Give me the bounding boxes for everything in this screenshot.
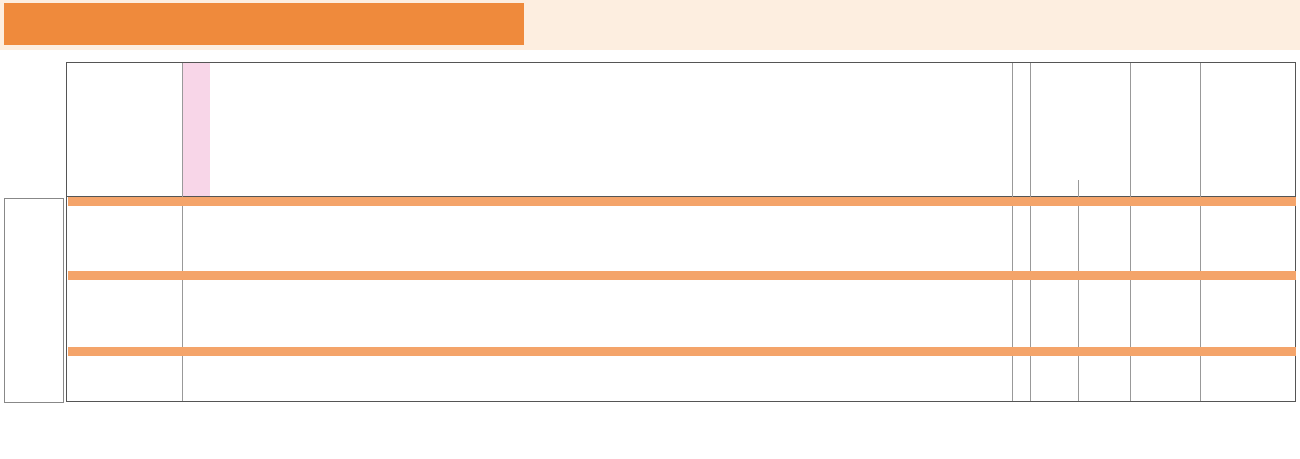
period-band <box>68 197 1296 206</box>
eye-support-column <box>182 63 210 196</box>
period-band <box>68 271 1296 280</box>
grid-line <box>1078 180 1079 401</box>
course-series-label <box>4 198 64 403</box>
daigaku-fee-header <box>1248 68 1268 186</box>
period-band <box>68 347 1296 356</box>
page-title <box>4 3 524 45</box>
